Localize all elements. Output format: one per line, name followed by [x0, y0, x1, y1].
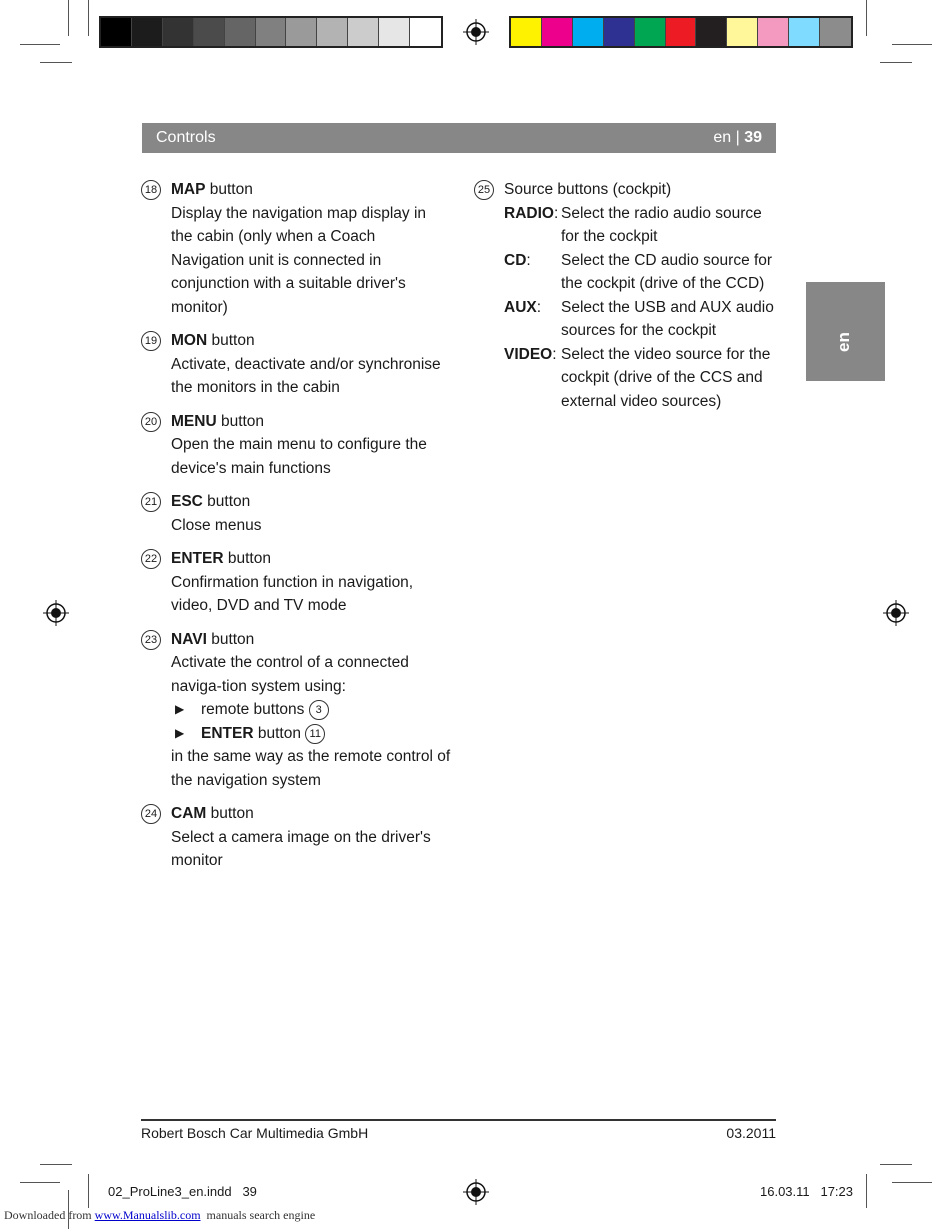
manualslib-link[interactable]: www.Manualslib.com — [94, 1208, 201, 1222]
download-prefix: Downloaded from — [4, 1208, 95, 1222]
crop-mark — [20, 44, 60, 45]
button-name: MAP — [171, 181, 206, 198]
item-description: Confirmation function in navigation, video, DVD and TV mode — [171, 573, 414, 614]
item-number: 22 — [141, 549, 161, 569]
item-heading — [171, 802, 451, 826]
button-suffix: button — [223, 550, 271, 567]
registration-mark-icon — [43, 600, 69, 626]
page-number-value: 39 — [744, 129, 762, 146]
button-name: ENTER — [171, 550, 224, 567]
bullet-item — [171, 698, 451, 722]
item-number: 20 — [141, 412, 161, 432]
button-name: ESC — [171, 493, 203, 510]
source-value: Select the radio audio source for the cockpit — [561, 204, 762, 245]
section-title: Controls — [156, 129, 216, 146]
item-number: 19 — [141, 331, 161, 351]
button-suffix: button — [207, 332, 255, 349]
item-number: 18 — [141, 180, 161, 200]
download-suffix: manuals search engine — [200, 1208, 316, 1222]
source-key: RADIO: — [504, 204, 559, 222]
left-column — [144, 178, 451, 883]
source-key: VIDEO: — [504, 345, 557, 363]
reference-number: 3 — [309, 700, 329, 720]
button-name: NAVI — [171, 630, 207, 648]
crop-mark — [892, 44, 932, 45]
source-value: Select the video source for the cockpit (drive of the CCS and external video sources) — [561, 345, 771, 410]
item-number: 23 — [141, 630, 161, 650]
language-side-tab — [806, 282, 885, 381]
item-number: 21 — [141, 492, 161, 512]
bullet-item — [171, 722, 451, 746]
crop-mark — [892, 1182, 932, 1183]
list-item — [144, 329, 451, 400]
gray-swatch — [379, 18, 410, 46]
reference-number: 11 — [305, 724, 325, 744]
gray-swatch — [286, 18, 317, 46]
bullet-triangle-icon: ▶ — [175, 702, 185, 716]
button-suffix: button — [206, 630, 255, 648]
crop-mark — [88, 1174, 89, 1208]
gray-swatch — [348, 18, 379, 46]
source-row — [504, 249, 776, 296]
list-item — [144, 547, 451, 618]
item-description: Display the navigation map display in the cabin (only when a Coach Navigation unit is connected in conjunction with a suitable driver's monitor) — [171, 204, 427, 316]
button-name: MON — [171, 332, 208, 349]
gray-swatch — [101, 18, 132, 46]
list-item — [144, 802, 451, 873]
item-description: Close menus — [171, 516, 262, 534]
item-description: Select a camera image on the driver's monitor — [171, 828, 431, 869]
color-swatch — [542, 18, 573, 46]
bullet-triangle-icon: ▶ — [175, 725, 185, 740]
color-swatch — [635, 18, 666, 46]
registration-mark-icon — [463, 19, 489, 45]
item-heading — [171, 547, 451, 571]
source-value: Select the USB and AUX audio sources for the cockpit — [561, 298, 774, 339]
crop-mark — [88, 0, 89, 36]
list-item — [144, 490, 451, 537]
source-value: Select the CD audio source for the cockpit (drive of the CCD) — [561, 251, 773, 292]
item-description-continued: in the same way as the remote control of the navigation system — [171, 748, 451, 789]
crop-mark — [880, 62, 912, 63]
item-heading — [171, 178, 451, 202]
download-note — [4, 1208, 315, 1223]
item-heading — [171, 628, 451, 652]
bullet-bold: ENTER — [201, 724, 254, 742]
crop-mark — [40, 1164, 72, 1165]
side-tab-label: en — [834, 332, 853, 352]
company-name: Robert Bosch Car Multimedia GmbH — [141, 1125, 369, 1141]
footer-date: 03.2011 — [726, 1125, 776, 1141]
item-heading: Source buttons (cockpit) — [504, 181, 672, 198]
button-suffix: button — [216, 412, 265, 430]
button-name: MENU — [171, 412, 217, 430]
right-column — [477, 178, 776, 423]
slug-file: 02_ProLine3_en.indd 39 — [108, 1184, 257, 1199]
list-item — [144, 178, 451, 319]
source-row — [504, 343, 776, 414]
color-swatch — [604, 18, 635, 46]
crop-mark — [40, 62, 72, 63]
gray-swatch — [225, 18, 256, 46]
list-item — [144, 628, 451, 793]
color-swatch — [727, 18, 758, 46]
crop-mark — [20, 1182, 60, 1183]
crop-mark — [866, 1174, 867, 1208]
list-item — [144, 410, 451, 481]
color-swatch — [820, 18, 851, 46]
item-heading — [171, 329, 451, 353]
source-key: AUX: — [504, 298, 542, 316]
color-swatch — [573, 18, 604, 46]
gray-swatch — [256, 18, 287, 46]
language-code: en — [713, 129, 732, 146]
item-description: Activate the control of a connected naviga-tion system using: — [171, 654, 409, 695]
item-description: Activate, deactivate and/or synchronise the monitors in the cabin — [171, 355, 441, 396]
slug-timestamp: 16.03.11 17:23 — [760, 1184, 854, 1199]
color-swatch — [696, 18, 727, 46]
gray-swatch — [317, 18, 348, 46]
page-header — [142, 123, 776, 153]
source-row — [504, 202, 776, 249]
gray-swatch — [132, 18, 163, 46]
item-description: Open the main menu to configure the device's main functions — [171, 436, 427, 477]
source-row — [504, 296, 776, 343]
bullet-text: button — [253, 724, 306, 742]
color-swatch — [789, 18, 820, 46]
color-swatch — [758, 18, 789, 46]
color-swatch — [666, 18, 697, 46]
registration-mark-icon — [883, 600, 909, 626]
bullet-text: remote buttons — [201, 701, 309, 718]
crop-mark — [866, 0, 867, 36]
button-suffix: button — [206, 805, 254, 822]
grayscale-bar — [99, 16, 443, 48]
button-suffix: button — [205, 181, 253, 198]
item-heading — [171, 410, 451, 434]
crop-mark — [68, 0, 69, 36]
item-heading — [171, 490, 451, 514]
color-swatch — [511, 18, 542, 46]
registration-mark-icon — [463, 1179, 489, 1205]
list-item — [477, 178, 776, 413]
crop-mark — [880, 1164, 912, 1165]
page-number — [713, 129, 762, 147]
button-suffix: button — [202, 493, 251, 510]
button-name: CAM — [171, 805, 207, 822]
color-bar — [509, 16, 853, 48]
page-footer — [141, 1119, 776, 1141]
separator: | — [735, 129, 740, 146]
source-key: CD: — [504, 251, 531, 269]
gray-swatch — [410, 18, 441, 46]
item-number: 24 — [141, 804, 161, 824]
item-number: 25 — [474, 180, 494, 200]
gray-swatch — [194, 18, 225, 46]
gray-swatch — [163, 18, 194, 46]
